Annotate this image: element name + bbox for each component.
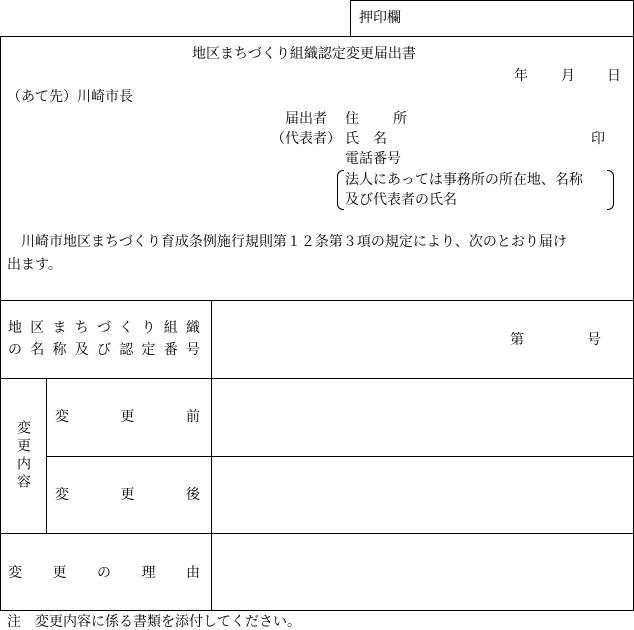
reason-label-char: 理 — [141, 565, 156, 581]
org-label-line1-char: づ — [97, 320, 111, 336]
org-label-line2 — [8, 343, 200, 357]
addressee: （あて先）川崎市長 — [7, 89, 133, 105]
org-label-line1-char: 組 — [163, 320, 178, 336]
org-label-line2-char: 定 — [141, 342, 156, 358]
before-label — [55, 410, 200, 424]
org-label-line1-char: り — [141, 320, 156, 336]
seal-mark: 印 — [591, 131, 605, 147]
org-label-line2-char: 認 — [119, 342, 134, 358]
representative-label: （代表者） — [271, 131, 341, 147]
reason-label — [8, 566, 200, 580]
after-label-char: 後 — [186, 487, 200, 503]
before-label-char: 変 — [55, 409, 69, 425]
after-label — [55, 488, 200, 502]
notifier-label: 届出者 — [285, 111, 327, 127]
footnote: 注 変更内容に係る書類を添付してください。 — [7, 614, 301, 630]
after-label-char: 更 — [120, 487, 135, 503]
note-bracket-left — [337, 170, 344, 210]
row-rule-3 — [0, 533, 634, 534]
after-label-char: 変 — [55, 487, 69, 503]
corp-note-line2: 及び代表者の氏名 — [345, 192, 457, 208]
phone-label: 電話番号 — [345, 151, 401, 167]
org-label-line2-char: 号 — [186, 342, 200, 358]
org-label-line2-char: び — [97, 342, 111, 358]
row-rule-2 — [46, 456, 634, 457]
org-label-line2-char: 番 — [163, 342, 178, 358]
org-label-line1-char: く — [119, 320, 134, 336]
body-text-line1: 川崎市地区まちづくり育成条例施行規則第１２条第３項の規定により、次のとおり届け — [21, 234, 567, 250]
row-rule-1 — [0, 378, 634, 379]
number-suffix: 号 — [587, 332, 601, 348]
label-column-divider — [211, 300, 212, 611]
org-label-line1-char: ち — [74, 320, 89, 336]
reason-label-char: 更 — [52, 565, 67, 581]
table-top-rule — [0, 300, 634, 301]
org-label-line1-char: 織 — [186, 320, 200, 336]
change-content-text: 変更内容 — [15, 419, 31, 492]
seal-box-label: 押印欄 — [359, 10, 401, 26]
reason-label-char: 変 — [8, 565, 22, 581]
change-content-divider — [46, 378, 47, 533]
org-label-line1-char: 区 — [30, 320, 45, 336]
change-content-label — [0, 378, 46, 533]
org-label-line1-char: ま — [52, 320, 67, 336]
body-text-line2: 出ます。 — [7, 257, 62, 273]
org-label-line1-char: 地 — [8, 320, 22, 336]
org-label-line1 — [8, 321, 200, 335]
date-day: 日 — [607, 68, 621, 84]
form-title: 地区まちづくり組織認定変更届出書 — [192, 46, 416, 62]
date-month: 月 — [561, 68, 575, 84]
note-bracket-right — [607, 170, 614, 210]
org-label-line2-char: 名 — [30, 342, 45, 358]
name-label: 氏 名 — [345, 131, 387, 147]
date-year: 年 — [514, 68, 528, 84]
org-label-line2-char: の — [8, 342, 22, 358]
before-label-char: 更 — [120, 409, 135, 425]
before-label-char: 前 — [186, 409, 200, 425]
reason-label-char: 由 — [186, 565, 200, 581]
corp-note-line1: 法人にあっては事務所の所在地、名称 — [345, 172, 583, 188]
org-label-line2-char: 及 — [74, 342, 89, 358]
number-prefix: 第 — [510, 332, 524, 348]
org-label-line2-char: 称 — [52, 342, 67, 358]
reason-label-char: の — [97, 565, 111, 581]
address-label: 住 所 — [345, 111, 407, 127]
